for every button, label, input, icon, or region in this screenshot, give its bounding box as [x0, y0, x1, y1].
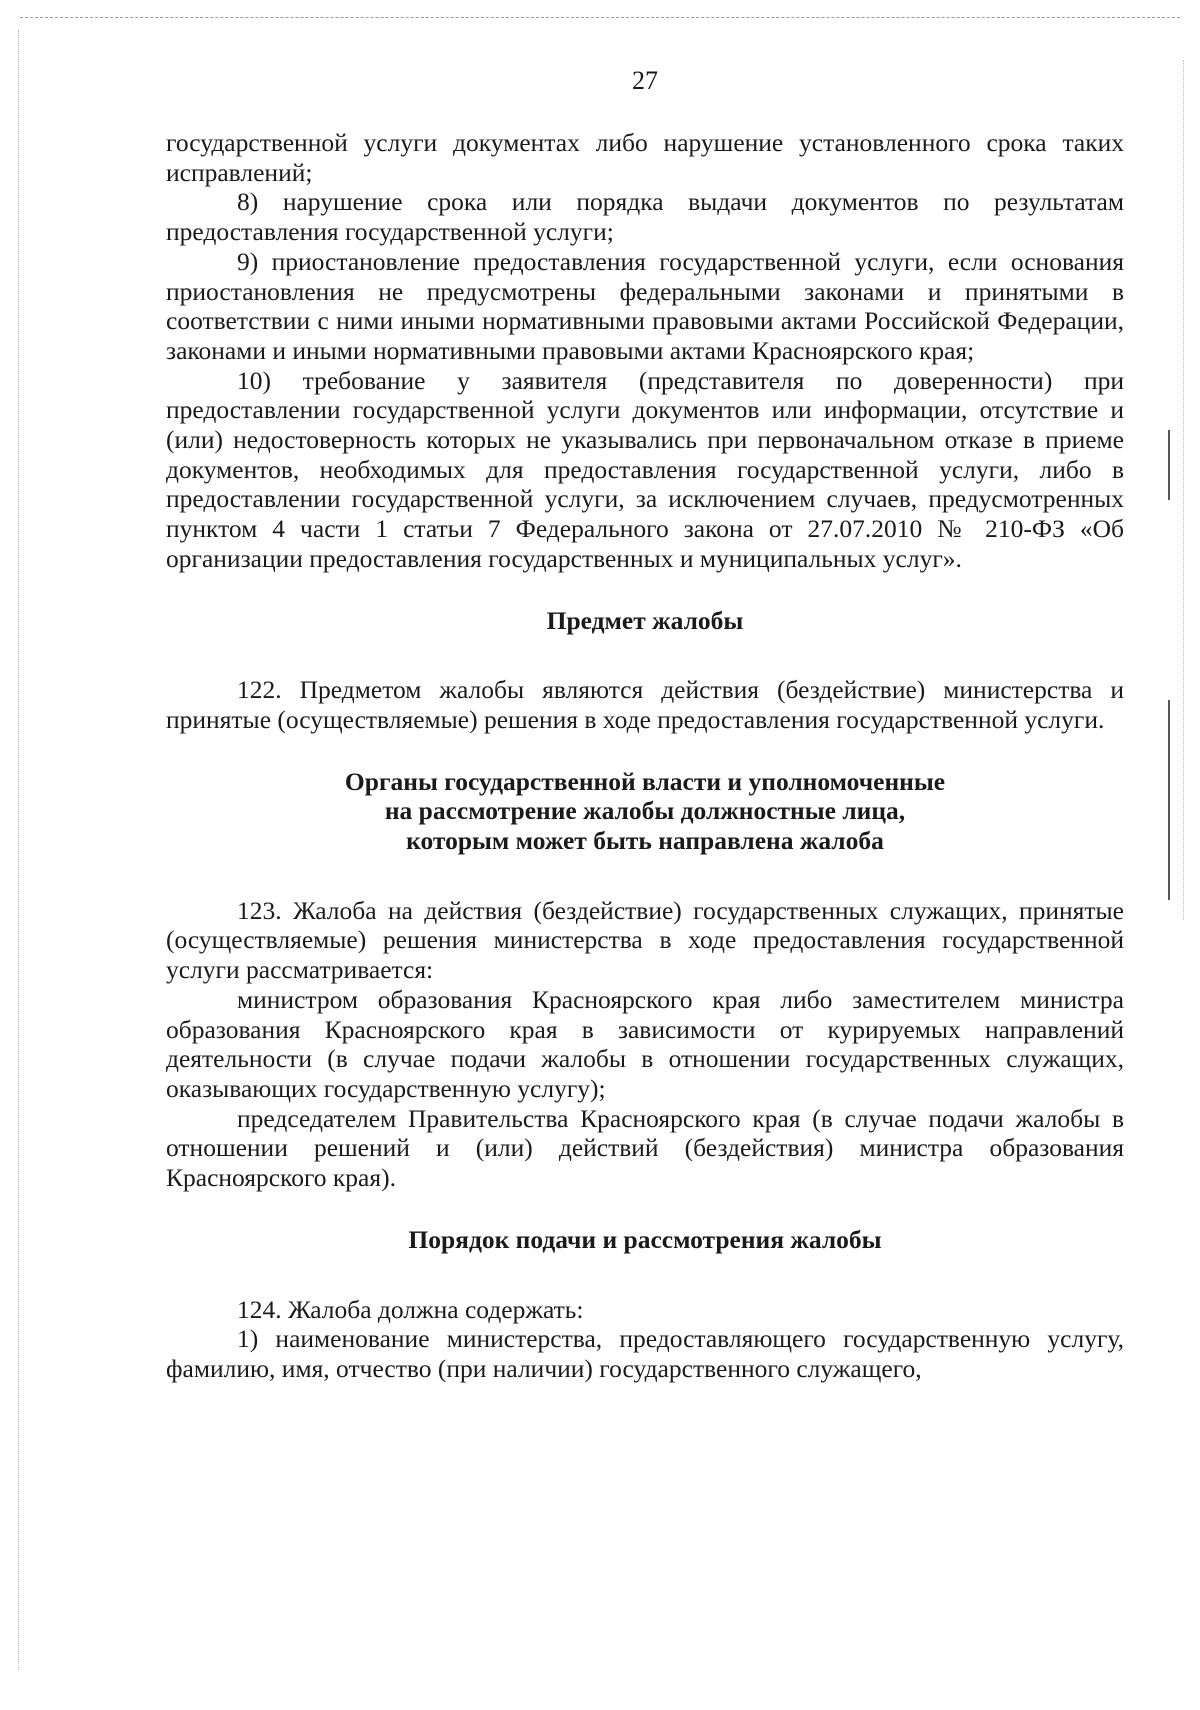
- section-heading-line: Органы государственной власти и уполномоченные: [344, 766, 946, 796]
- scan-border-left: [18, 30, 19, 1670]
- section-heading: Предмет жалобы: [546, 605, 744, 635]
- scan-mark: [1168, 430, 1170, 500]
- paragraph: 122. Предметом жалобы являются действия (бездействие) министерства и принятые (осуществляемые) решения в ходе предоставления государственной услуги.: [166, 675, 1124, 734]
- scan-border-top: [20, 17, 1180, 18]
- section-heading-line: на рассмотрение жалобы должностные лица,: [384, 796, 906, 826]
- section-heading: Порядок подачи и рассмотрения жалобы: [408, 1224, 882, 1254]
- scan-mark: [1168, 700, 1170, 900]
- paragraph: 10) требование у заявителя (представителя по доверенности) при предоставлении государственной услуги документов или информации, отсутствие и (или) недостоверность которых не указывались при первоначальном отказе в приеме документов, необходимых для предоставления государственной услуги, либо в предоставлении государственной услуги, за исключением случаев, предусмотренных пунктом 4 части 1 статьи 7 Федерального закона от 27.07.2010 № 210-ФЗ «Об организации предоставления государственных и муниципальных услуг».: [166, 365, 1124, 573]
- section-heading-line: которым может быть направлена жалоба: [406, 826, 884, 856]
- page-number: 27: [632, 66, 658, 95]
- scan-border-right: [1183, 60, 1184, 920]
- paragraph: 1) наименование министерства, предоставляющего государственную услугу, фамилию, имя, отчество (при наличии) государственного служащего,: [166, 1324, 1124, 1383]
- section-heading: [166, 767, 1124, 856]
- paragraph: государственной услуги документах либо нарушение установленного срока таких исправлений;: [166, 128, 1124, 187]
- paragraph: 124. Жалоба должна содержать:: [237, 1294, 584, 1324]
- paragraph: 123. Жалоба на действия (бездействие) государственных служащих, принятые (осуществляемые) решения министерства в ходе предоставления государственной услуги рассматривается:: [166, 895, 1124, 985]
- paragraph: министром образования Красноярского края либо заместителем министра образования Красноярского края в зависимости от курируемых направлений деятельности (в случае подачи жалобы в отношении государственных служащих, оказывающих государственную услугу);: [166, 984, 1124, 1103]
- paragraph: 9) приостановление предоставления государственной услуги, если основания приостановления не предусмотрены федеральными законами и принятыми в соответствии с ними иными нормативными правовыми актами Российской Федерации, законами и иными нормативными правовыми актами Красноярского края;: [166, 246, 1124, 365]
- paragraph: 8) нарушение срока или порядка выдачи документов по результатам предоставления государственной услуги;: [166, 187, 1124, 247]
- paragraph: председателем Правительства Красноярского края (в случае подачи жалобы в отношении решений и (или) действий (бездействия) министра образования Красноярского края).: [166, 1103, 1124, 1193]
- document-body: [166, 128, 1124, 1384]
